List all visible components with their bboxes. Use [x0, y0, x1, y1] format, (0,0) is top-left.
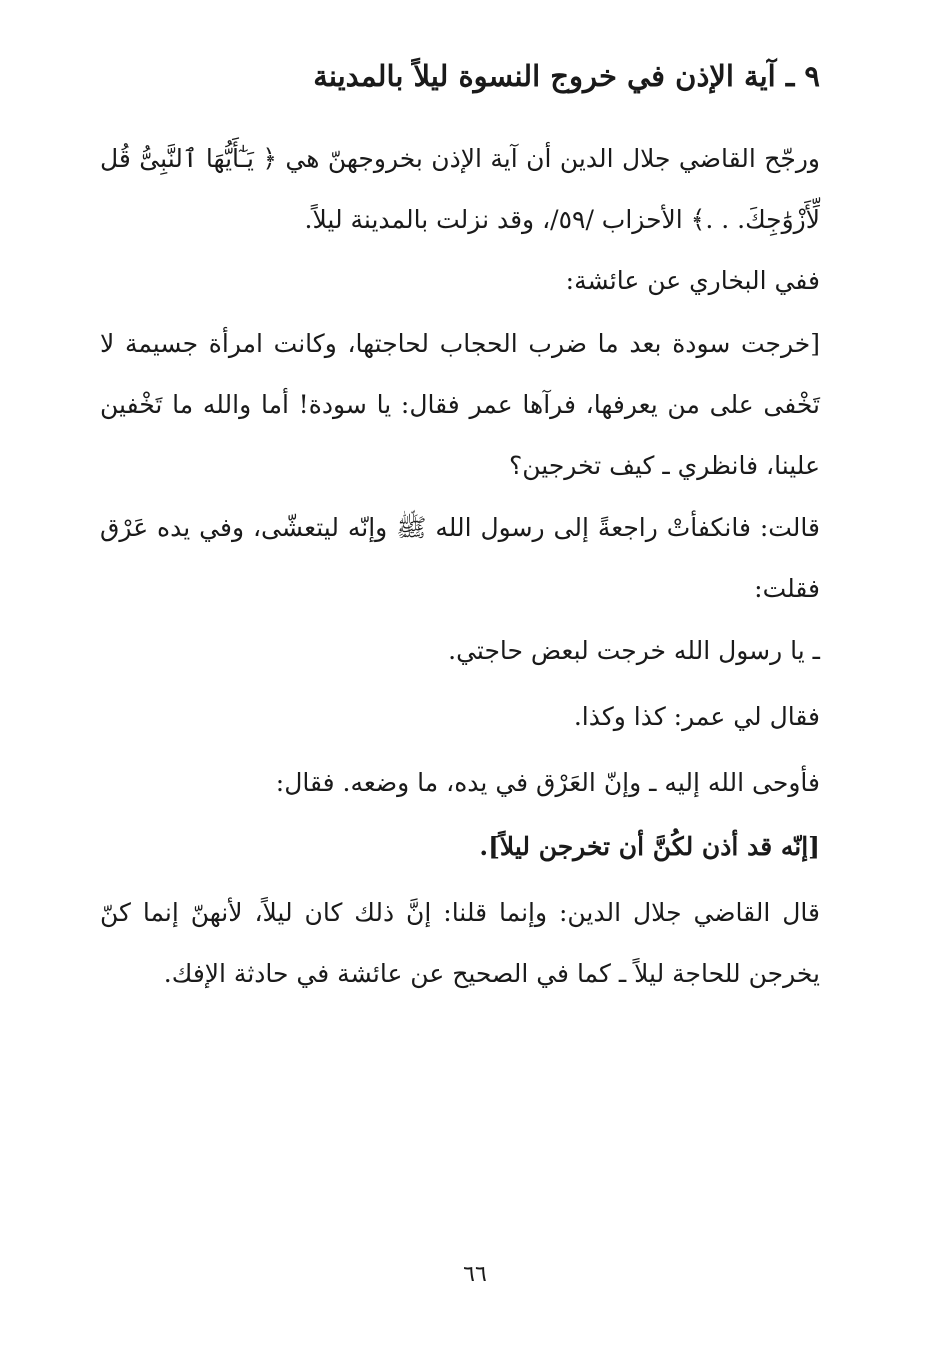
paragraph-permission-quote: [إنّه قد أذن لكُنَّ أن تخرجن ليلاً]. — [479, 832, 820, 861]
paragraph-revelation: فأوحى الله إليه ـ وإنّ العَرْق في يده، ما وضعه. فقال: — [275, 768, 820, 797]
paragraph-verse: ورجّح القاضي جلال الدين أن آية الإذن بخروجهنّ هي ﴿ يَـٰٓأَيُّهَا ٱلنَّبِىُّ قُل لِّأَزْوَٰجِكَ. . .﴾ الأحزاب /٥٩/، وقد نزلت بالمدينة ليلاً. — [100, 144, 820, 234]
page-number: ٦٦ — [463, 1262, 487, 1287]
paragraph-she-said: قالت: فانكفأتْ راجعةً إلى رسول الله ﷺ وإنّه ليتعشّى، وفي يده عَرْق فقلت: — [100, 513, 820, 603]
paragraph-hadith-sawda: [خرجت سودة بعد ما ضرب الحجاب لحاجتها، وكانت امرأة جسيمة لا تَخْفى على من يعرفها، فرآها عمر فقال: يا سودة! أما والله ما تَخْفين علينا، فانظري ـ كيف تخرجين؟ — [100, 329, 820, 480]
paragraph-dialogue-1: ـ يا رسول الله خرجت لبعض حاجتي. — [448, 636, 820, 665]
paragraph-dialogue-2: فقال لي عمر: كذا وكذا. — [573, 702, 820, 731]
paragraph-bukhari-intro: ففي البخاري عن عائشة: — [565, 266, 820, 295]
section-title: ٩ ـ آية الإذن في خروج النسوة ليلاً بالمدينة — [313, 59, 820, 93]
paragraph-conclusion: قال القاضي جلال الدين: وإنما قلنا: إنَّ ذلك كان ليلاً، لأنهنّ إنما كنّ يخرجن للحاجة ليلاً ـ كما في الصحيح عن عائشة في حادثة الإفك. — [100, 898, 820, 988]
